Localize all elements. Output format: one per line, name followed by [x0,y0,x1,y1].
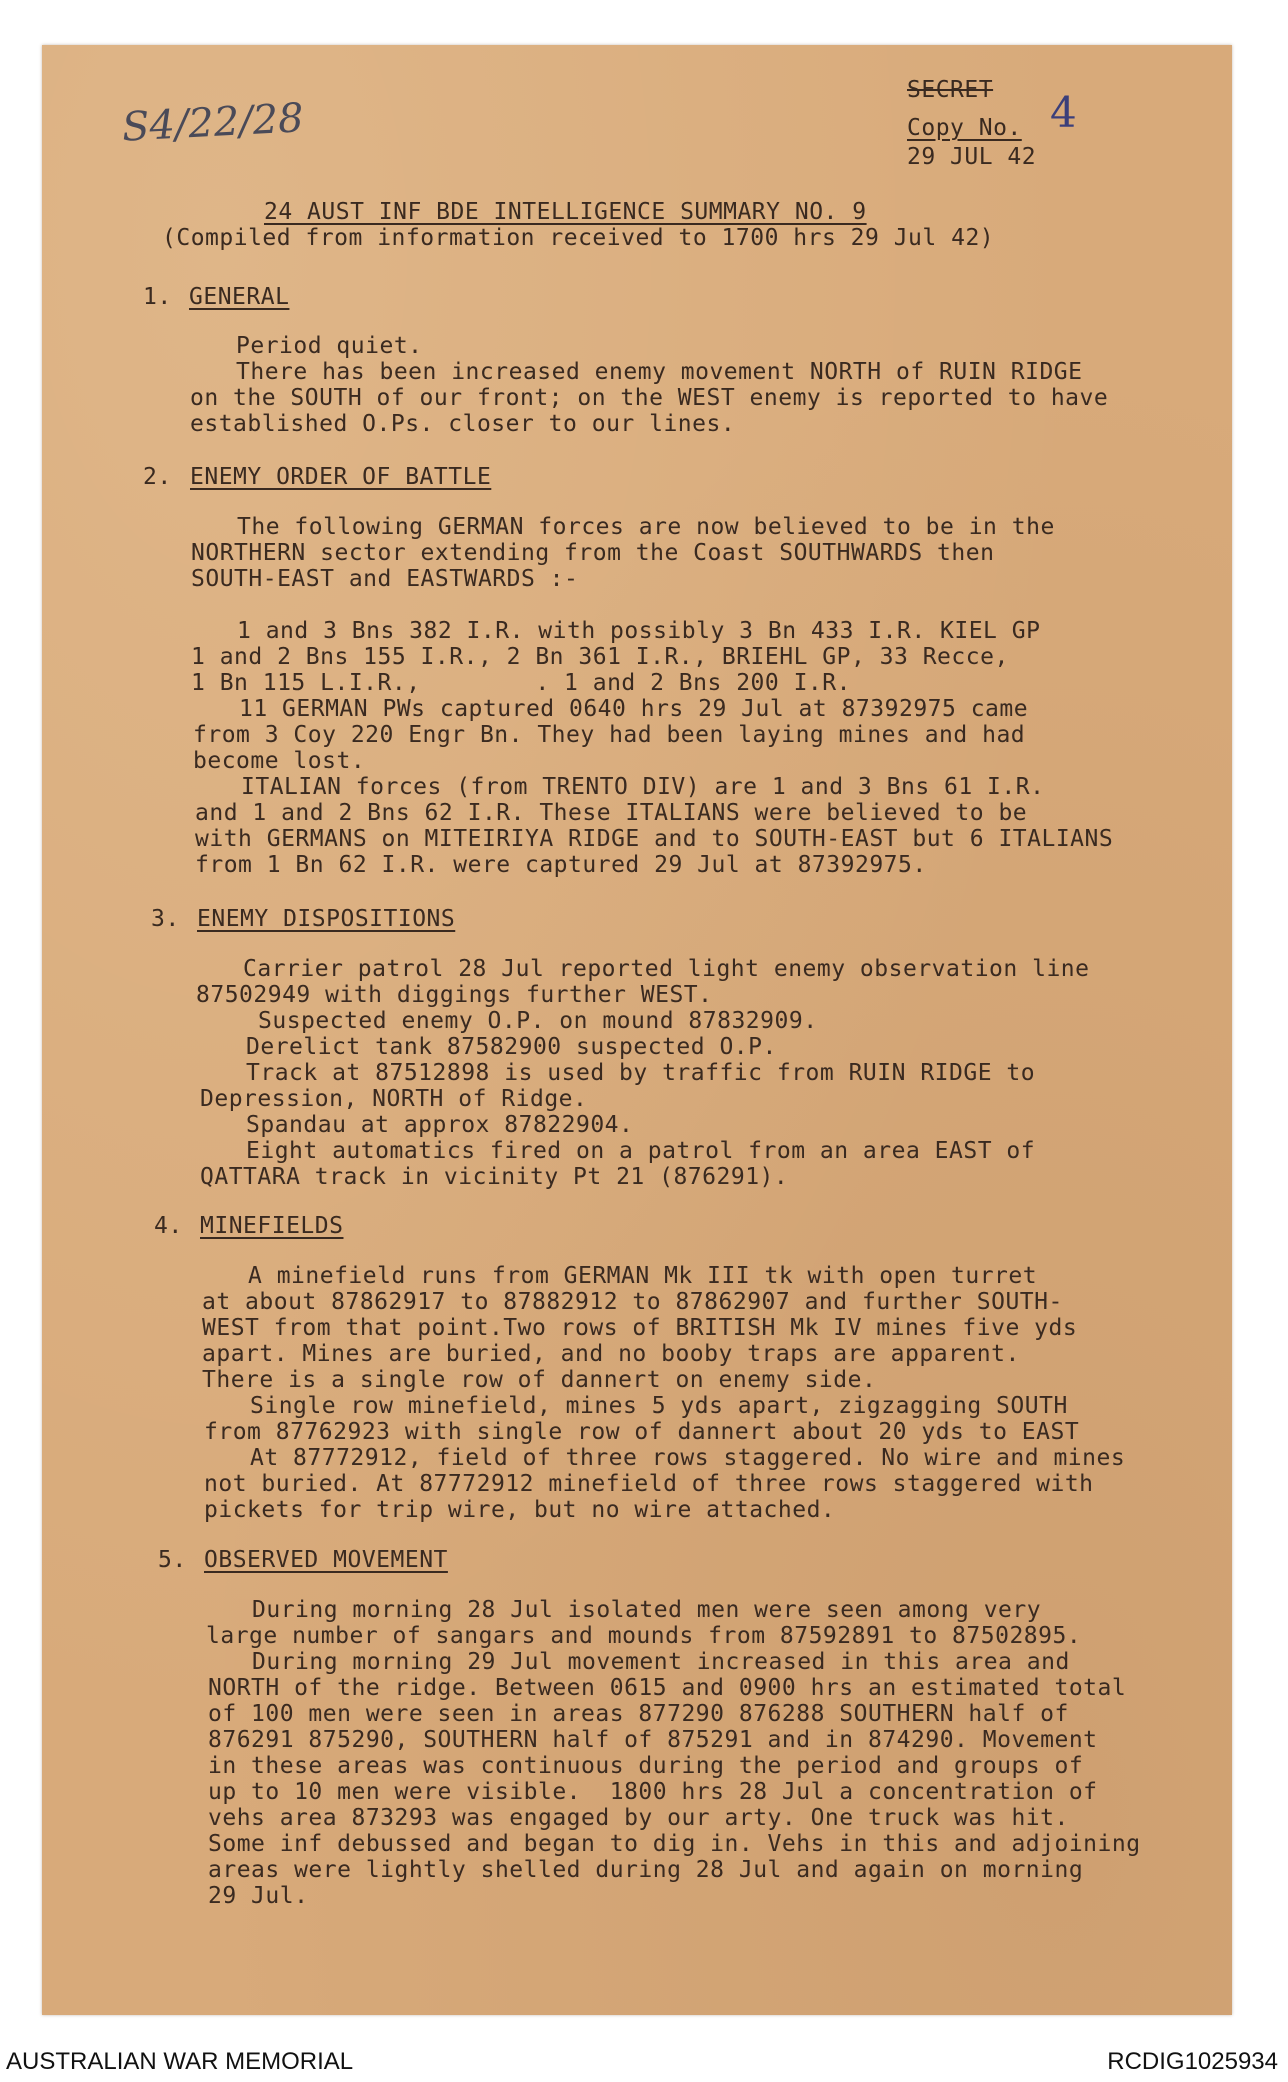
body-line: areas were lightly shelled during 28 Jul and again on morning [208,1857,1084,1883]
body-line: at about 87862917 to 87882912 to 87862907 and further SOUTH- [202,1289,1063,1315]
body-line: Track at 87512898 is used by traffic from RUIN RIDGE to [246,1060,1036,1086]
body-line: from 87762923 with single row of dannert about 20 yds to EAST [204,1419,1080,1445]
document-subtitle: (Compiled from information received to 1700 hrs 29 Jul 42) [162,225,995,251]
copy-number: 4 [1050,88,1077,137]
body-line: 876291 875290, SOUTHERN half of 875291 and in 874290. Movement [208,1727,1098,1753]
body-line: NORTH of the ridge. Between 0615 and 0900 hrs an estimated total [208,1675,1127,1701]
copy-label: Copy No. [907,115,1022,141]
body-line: The following GERMAN forces are now believed to be in the [237,514,1055,540]
body-line: and 1 and 2 Bns 62 I.R. These ITALIANS were believed to be [195,800,1028,826]
body-line: At 87772912, field of three rows staggered. No wire and mines [250,1445,1126,1471]
archive-credit: AUSTRALIAN WAR MEMORIAL [6,2048,354,2075]
section-number: 3. [151,906,180,932]
classification-mark: SECRET [907,77,994,103]
document-title: 24 AUST INF BDE INTELLIGENCE SUMMARY NO. 9 [264,199,867,225]
body-line: NORTHERN sector extending from the Coast SOUTHWARDS then [191,540,995,566]
body-line: A minefield runs from GERMAN Mk III tk with open turret [248,1263,1038,1289]
section-heading-enemy-dispositions: ENEMY DISPOSITIONS [197,906,456,932]
body-line: Suspected enemy O.P. on mound 87832909. [258,1008,818,1034]
document-date: 29 JUL 42 [907,144,1037,170]
body-line: 87502949 with diggings further WEST. [196,982,713,1008]
body-line: WEST from that point.Two rows of BRITISH Mk IV mines five yds [202,1315,1078,1341]
body-line: on the SOUTH of our front; on the WEST enemy is reported to have [190,385,1109,411]
section-heading-observed-movement: OBSERVED MOVEMENT [204,1547,448,1573]
body-line: 29 Jul. [208,1883,309,1909]
section-number: 2. [143,464,172,490]
body-line: 1 and 2 Bns 155 I.R., 2 Bn 361 I.R., BRIEHL GP, 33 Recce, [191,644,1009,670]
body-line: pickets for trip wire, but no wire attached. [204,1497,836,1523]
body-line: 1 and 3 Bns 382 I.R. with possibly 3 Bn 433 I.R. KIEL GP [237,618,1041,644]
section-heading-general: GENERAL [189,284,290,310]
section-number: 1. [143,284,172,310]
body-line: large number of sangars and mounds from 87592891 to 87502895. [206,1623,1082,1649]
body-line: from 1 Bn 62 I.R. were captured 29 Jul at 87392975. [195,852,927,878]
body-line: Some inf debussed and began to dig in. Vehs in this and adjoining [208,1831,1141,1857]
body-line: There is a single row of dannert on enemy side. [202,1367,877,1393]
body-line: apart. Mines are buried, and no booby traps are apparent. [202,1341,1020,1367]
body-line: Spandau at approx 87822904. [246,1112,634,1138]
body-line: ITALIAN forces (from TRENTO DIV) are 1 and 3 Bns 61 I.R. [241,774,1045,800]
body-line: become lost. [193,748,366,774]
body-line: established O.Ps. closer to our lines. [190,411,736,437]
body-line: SOUTH-EAST and EASTWARDS :- [191,566,579,592]
section-heading-minefields: MINEFIELDS [200,1213,344,1239]
body-line: not buried. At 87772912 minefield of three rows staggered with [204,1471,1094,1497]
body-line: QATTARA track in vicinity Pt 21 (876291). [200,1164,789,1190]
body-line: in these areas was continuous during the period and groups of [208,1753,1084,1779]
body-line: up to 10 men were visible. 1800 hrs 28 Jul a concentration of [208,1779,1098,1805]
body-line: Eight automatics fired on a patrol from an area EAST of [246,1138,1036,1164]
archive-id: RCDIG1025934 [1107,2048,1278,2075]
body-line: Depression, NORTH of Ridge. [200,1086,588,1112]
body-line: vehs area 873293 was engaged by our arty. One truck was hit. [208,1805,1069,1831]
body-line: Period quiet. [236,333,423,359]
body-line: Derelict tank 87582900 suspected O.P. [246,1034,777,1060]
file-reference: S4/22/28 [120,95,305,151]
body-line: During morning 29 Jul movement increased in this area and [252,1649,1070,1675]
body-line: of 100 men were seen in areas 877290 876288 SOUTHERN half of [208,1701,1069,1727]
body-line: During morning 28 Jul isolated men were seen among very [252,1597,1042,1623]
body-line: 1 Bn 115 L.I.R., . 1 and 2 Bns 200 I.R. [191,670,851,696]
section-heading-enemy-order-of-battle: ENEMY ORDER OF BATTLE [190,464,492,490]
section-number: 5. [158,1547,187,1573]
body-line: with GERMANS on MITEIRIYA RIDGE and to SOUTH-EAST but 6 ITALIANS [195,826,1114,852]
body-line: Carrier patrol 28 Jul reported light enemy observation line [243,956,1090,982]
body-line: Single row minefield, mines 5 yds apart, zigzagging SOUTH [250,1393,1068,1419]
body-line: There has been increased enemy movement NORTH of RUIN RIDGE [236,359,1083,385]
body-line: 11 GERMAN PWs captured 0640 hrs 29 Jul at 87392975 came [239,696,1029,722]
body-line: from 3 Coy 220 Engr Bn. They had been laying mines and had [193,722,1026,748]
section-number: 4. [154,1213,183,1239]
